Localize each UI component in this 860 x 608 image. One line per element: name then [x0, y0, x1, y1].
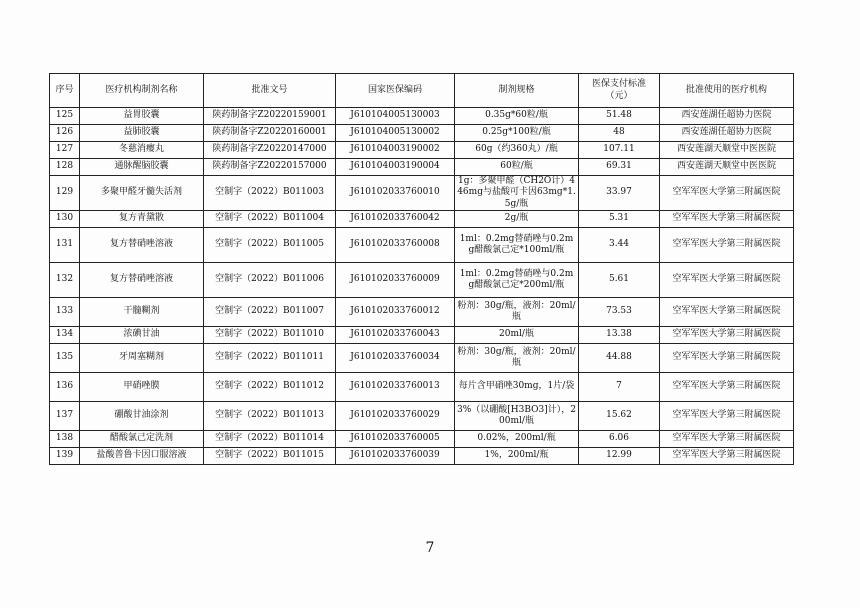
cell-approval-number: 空制字（2022）B011004: [204, 210, 336, 227]
cell-preparation-name: 复方青黛散: [80, 210, 204, 227]
cell-approved-institution: 空军军医大学第三附属医院: [660, 447, 794, 464]
cell-row-index: 131: [50, 227, 80, 262]
col-header-approval: 批准文号: [204, 74, 336, 108]
cell-payment-standard: 6.06: [579, 430, 660, 447]
cell-approved-institution: 西安莲湖天顺堂中医医院: [660, 142, 794, 159]
drug-pricing-table: [49, 73, 794, 465]
cell-insurance-code: J610102033760043: [336, 326, 455, 343]
page-number: 7: [425, 540, 435, 556]
cell-approval-number: 空制字（2022）B011013: [204, 401, 336, 430]
cell-approval-number: 陕药制备字Z20220147000: [204, 142, 336, 159]
cell-specification: 0.25g*100粒/瓶: [455, 125, 579, 142]
cell-approval-number: 空制字（2022）B011003: [204, 176, 336, 211]
cell-approval-number: 空制字（2022）B011007: [204, 297, 336, 326]
cell-specification: 0.35g*60粒/瓶: [455, 108, 579, 125]
cell-insurance-code: J610102033760042: [336, 210, 455, 227]
cell-insurance-code: J610104005130003: [336, 108, 455, 125]
cell-specification: 2g/瓶: [455, 210, 579, 227]
table-row: [50, 176, 794, 211]
table-row: [50, 297, 794, 326]
cell-row-index: 139: [50, 447, 80, 464]
col-header-price: 医保支付标准 （元）: [579, 74, 660, 108]
cell-insurance-code: J610102033760009: [336, 262, 455, 297]
col-header-index: 序号: [50, 74, 80, 108]
cell-preparation-name: 醋酸氯己定洗剂: [80, 430, 204, 447]
cell-insurance-code: J610102033760013: [336, 372, 455, 401]
table-row: [50, 262, 794, 297]
cell-payment-standard: 73.53: [579, 297, 660, 326]
cell-approval-number: 陕药制备字Z20220160001: [204, 125, 336, 142]
cell-insurance-code: J610102033760012: [336, 297, 455, 326]
cell-row-index: 137: [50, 401, 80, 430]
cell-row-index: 138: [50, 430, 80, 447]
table-row: [50, 343, 794, 372]
cell-approval-number: 空制字（2022）B011006: [204, 262, 336, 297]
cell-approved-institution: 西安莲湖任超协力医院: [660, 125, 794, 142]
cell-approved-institution: 空军军医大学第三附属医院: [660, 326, 794, 343]
cell-row-index: 129: [50, 176, 80, 211]
cell-payment-standard: 33.97: [579, 176, 660, 211]
cell-specification: 1%，200ml/瓶: [455, 447, 579, 464]
cell-approved-institution: 空军军医大学第三附属医院: [660, 210, 794, 227]
cell-specification: 60g（约360丸）/瓶: [455, 142, 579, 159]
cell-preparation-name: 多聚甲醛牙髓失活剂: [80, 176, 204, 211]
cell-specification: 0.02%，200ml/瓶: [455, 430, 579, 447]
cell-payment-standard: 12.99: [579, 447, 660, 464]
table-row: [50, 142, 794, 159]
table-row: [50, 210, 794, 227]
cell-insurance-code: J610102033760008: [336, 227, 455, 262]
cell-approval-number: 陕药制备字Z20220157000: [204, 159, 336, 176]
cell-approved-institution: 空军军医大学第三附属医院: [660, 401, 794, 430]
cell-preparation-name: 硼酸甘油涂剂: [80, 401, 204, 430]
cell-preparation-name: 复方替硝唑溶液: [80, 227, 204, 262]
table-row: [50, 430, 794, 447]
cell-preparation-name: 甲硝唑膜: [80, 372, 204, 401]
cell-preparation-name: 复方替硝唑溶液: [80, 262, 204, 297]
cell-payment-standard: 107.11: [579, 142, 660, 159]
cell-preparation-name: 益肺胶囊: [80, 125, 204, 142]
cell-payment-standard: 3.44: [579, 227, 660, 262]
cell-row-index: 125: [50, 108, 80, 125]
cell-row-index: 126: [50, 125, 80, 142]
cell-row-index: 132: [50, 262, 80, 297]
col-header-institution: 批准使用的医疗机构: [660, 74, 794, 108]
cell-insurance-code: J610102033760039: [336, 447, 455, 464]
cell-insurance-code: J610102033760010: [336, 176, 455, 211]
table-row: [50, 159, 794, 176]
cell-payment-standard: 13.38: [579, 326, 660, 343]
cell-insurance-code: J610102033760029: [336, 401, 455, 430]
cell-row-index: 127: [50, 142, 80, 159]
cell-payment-standard: 51.48: [579, 108, 660, 125]
table-row: [50, 447, 794, 464]
cell-payment-standard: 5.61: [579, 262, 660, 297]
cell-row-index: 135: [50, 343, 80, 372]
cell-insurance-code: J610104005130002: [336, 125, 455, 142]
cell-approval-number: 空制字（2022）B011005: [204, 227, 336, 262]
table-row: [50, 125, 794, 142]
table-row: [50, 108, 794, 125]
cell-row-index: 134: [50, 326, 80, 343]
table-row: [50, 401, 794, 430]
cell-specification: 60粒/瓶: [455, 159, 579, 176]
cell-preparation-name: 冬慈消瘿丸: [80, 142, 204, 159]
cell-insurance-code: J610104003190002: [336, 142, 455, 159]
cell-preparation-name: 益胃胶囊: [80, 108, 204, 125]
col-header-code: 国家医保编码: [336, 74, 455, 108]
cell-payment-standard: 69.31: [579, 159, 660, 176]
cell-preparation-name: 盐酸普鲁卡因口服溶液: [80, 447, 204, 464]
cell-payment-standard: 15.62: [579, 401, 660, 430]
cell-specification: 每片含甲硝唑30mg，1片/袋: [455, 372, 579, 401]
table-header-row: [50, 74, 794, 108]
cell-approved-institution: 空军军医大学第三附属医院: [660, 227, 794, 262]
cell-row-index: 128: [50, 159, 80, 176]
cell-insurance-code: J610102033760005: [336, 430, 455, 447]
cell-payment-standard: 5.31: [579, 210, 660, 227]
cell-specification: 1g：多聚甲醛（CH2O计）446mg与盐酸可卡因63mg*1.5g/瓶: [455, 176, 579, 211]
cell-row-index: 136: [50, 372, 80, 401]
cell-approval-number: 陕药制备字Z20220159001: [204, 108, 336, 125]
cell-payment-standard: 7: [579, 372, 660, 401]
cell-approved-institution: 西安莲湖任超协力医院: [660, 108, 794, 125]
cell-specification: 粉剂：30g/瓶，液剂：20ml/瓶: [455, 343, 579, 372]
cell-approval-number: 空制字（2022）B011015: [204, 447, 336, 464]
cell-preparation-name: 通脉醒脑胶囊: [80, 159, 204, 176]
cell-payment-standard: 44.88: [579, 343, 660, 372]
table-row: [50, 227, 794, 262]
cell-approval-number: 空制字（2022）B011014: [204, 430, 336, 447]
table-body: [50, 108, 794, 465]
cell-insurance-code: J610104003190004: [336, 159, 455, 176]
cell-specification: 3%（以硼酸[H3BO3]计），200ml/瓶: [455, 401, 579, 430]
cell-approved-institution: 空军军医大学第三附属医院: [660, 343, 794, 372]
cell-approval-number: 空制字（2022）B011011: [204, 343, 336, 372]
cell-approval-number: 空制字（2022）B011010: [204, 326, 336, 343]
cell-specification: 粉剂：30g/瓶，液剂：20ml/瓶: [455, 297, 579, 326]
cell-approval-number: 空制字（2022）B011012: [204, 372, 336, 401]
col-header-spec: 制剂规格: [455, 74, 579, 108]
cell-approved-institution: 空军军医大学第三附属医院: [660, 430, 794, 447]
cell-approved-institution: 空军军医大学第三附属医院: [660, 297, 794, 326]
col-header-name: 医疗机构制剂名称: [80, 74, 204, 108]
cell-row-index: 133: [50, 297, 80, 326]
table-row: [50, 326, 794, 343]
cell-preparation-name: 浓碘甘油: [80, 326, 204, 343]
cell-specification: 20ml/瓶: [455, 326, 579, 343]
cell-payment-standard: 48: [579, 125, 660, 142]
cell-approved-institution: 空军军医大学第三附属医院: [660, 372, 794, 401]
cell-approved-institution: 空军军医大学第三附属医院: [660, 176, 794, 211]
cell-approved-institution: 西安莲湖天顺堂中医医院: [660, 159, 794, 176]
cell-row-index: 130: [50, 210, 80, 227]
cell-approved-institution: 空军军医大学第三附属医院: [660, 262, 794, 297]
cell-preparation-name: 干髓糊剂: [80, 297, 204, 326]
cell-specification: 1ml：0.2mg替硝唑与0.2mg醋酸氯己定*100ml/瓶: [455, 227, 579, 262]
table-row: [50, 372, 794, 401]
cell-preparation-name: 牙周塞糊剂: [80, 343, 204, 372]
cell-insurance-code: J610102033760034: [336, 343, 455, 372]
cell-specification: 1ml：0.2mg替硝唑与0.2mg醋酸氯己定*200ml/瓶: [455, 262, 579, 297]
